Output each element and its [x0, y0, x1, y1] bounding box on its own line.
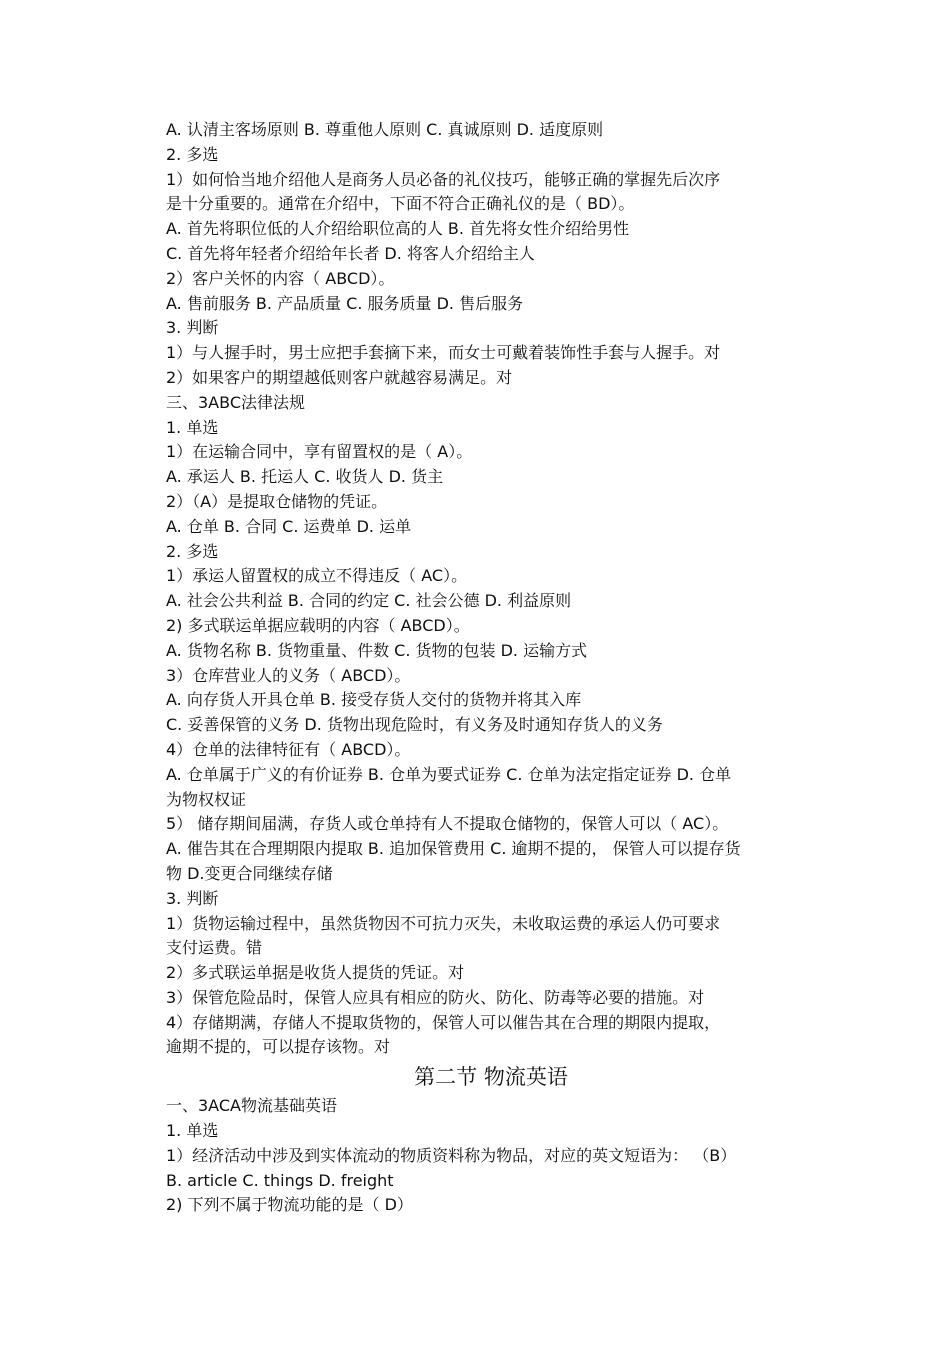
text-line: C. 首先将年轻者介绍给年长者 D. 将客人介绍给主人: [166, 243, 535, 263]
text-line: A. 货物名称 B. 货物重量、件数 C. 货物的包装 D. 运输方式: [166, 640, 588, 660]
text-line: A. 社会公共利益 B. 合同的约定 C. 社会公德 D. 利益原则: [166, 591, 572, 611]
text-line: 1. 单选: [166, 1121, 219, 1141]
text-line: A. 售前服务 B. 产品质量 C. 服务质量 D. 售后服务: [166, 293, 524, 313]
text-line: C. 妥善保管的义务 D. 货物出现危险时，有义务及时通知存货人的义务: [166, 715, 663, 735]
text-line: 2) 下列不属于物流功能的是（ D）: [166, 1195, 413, 1215]
text-block-before: [166, 118, 846, 1060]
text-line: 2. 多选: [166, 541, 219, 561]
text-line: 2）多式联运单据是收货人提货的凭证。对: [166, 963, 465, 983]
text-line: A. 向存货人开具仓单 B. 接受存货人交付的货物并将其入库: [166, 690, 582, 710]
text-line: 1）在运输合同中，享有留置权的是（ A）。: [166, 442, 473, 462]
text-line: 3. 判断: [166, 888, 219, 908]
text-line: 4）存储期满，存储人不提取货物的，保管人可以催告其在合理的期限内提取，: [166, 1012, 721, 1032]
text-line: 1）货物运输过程中，虽然货物因不可抗力灭失，未收取运费的承运人仍可要求: [166, 913, 721, 933]
text-line: 3）仓库营业人的义务（ ABCD）。: [166, 665, 411, 685]
text-line: A. 仓单属于广义的有价证券 B. 仓单为要式证券 C. 仓单为法定指定证券 D. 仓单: [166, 764, 732, 784]
text-line: 为物权权证: [166, 789, 247, 809]
text-line: 物 D.变更合同继续存储: [166, 863, 333, 883]
text-line: 是十分重要的。通常在介绍中，下面不符合正确礼仪的是（ BD）。: [166, 194, 635, 214]
text-line: 3. 判断: [166, 318, 219, 338]
document-page: [166, 118, 846, 1218]
text-block-after: [166, 1094, 846, 1218]
text-line: 3）保管危险品时，保管人应具有相应的防火、防化、防毒等必要的措施。对: [166, 987, 705, 1007]
text-line: 一、3ACA物流基础英语: [166, 1096, 337, 1116]
text-line: A. 认清主客场原则 B. 尊重他人原则 C. 真诚原则 D. 适度原则: [166, 120, 604, 139]
text-line: A. 催告其在合理期限内提取 B. 追加保管费用 C. 逾期不提的， 保管人可以提存货: [166, 839, 741, 859]
text-line: 5） 储存期间届满，存货人或仓单持有人不提取仓储物的，保管人可以（ AC）。: [166, 814, 729, 834]
text-line: 1）承运人留置权的成立不得违反（ AC）。: [166, 566, 468, 586]
text-line: A. 承运人 B. 托运人 C. 收货人 D. 货主: [166, 467, 444, 487]
text-line: 1）如何恰当地介绍他人是商务人员必备的礼仪技巧，能够正确的掌握先后次序: [166, 169, 721, 189]
text-line: 三、3ABC法律法规: [166, 392, 305, 412]
text-line: 2）客户关怀的内容（ ABCD）。: [166, 268, 395, 288]
text-line: 2) 多式联运单据应载明的内容（ ABCD）。: [166, 615, 470, 635]
text-line: 2）（A）是提取仓储物的凭证。: [166, 491, 388, 511]
text-line: 1. 单选: [166, 417, 219, 437]
section-heading: 第二节 物流英语: [414, 1065, 568, 1090]
text-line: 1）经济活动中涉及到实体流动的物质资料称为物品，对应的英文短语为： （B）: [166, 1145, 737, 1165]
text-line: 支付运费。错: [166, 938, 263, 958]
text-line: 4）仓单的法律特征有（ ABCD）。: [166, 739, 411, 759]
text-line: A. 仓单 B. 合同 C. 运费单 D. 运单: [166, 516, 412, 536]
text-line: B. article C. things D. freight: [166, 1170, 394, 1190]
text-line: 2）如果客户的期望越低则客户就越容易满足。对: [166, 367, 513, 387]
text-line: 逾期不提的，可以提存该物。对: [166, 1037, 391, 1057]
text-line: 1）与人握手时，男士应把手套摘下来，而女士可戴着装饰性手套与人握手。对: [166, 343, 721, 363]
text-line: A. 首先将职位低的人介绍给职位高的人 B. 首先将女性介绍给男性: [166, 219, 630, 239]
text-line: 2. 多选: [166, 144, 219, 164]
